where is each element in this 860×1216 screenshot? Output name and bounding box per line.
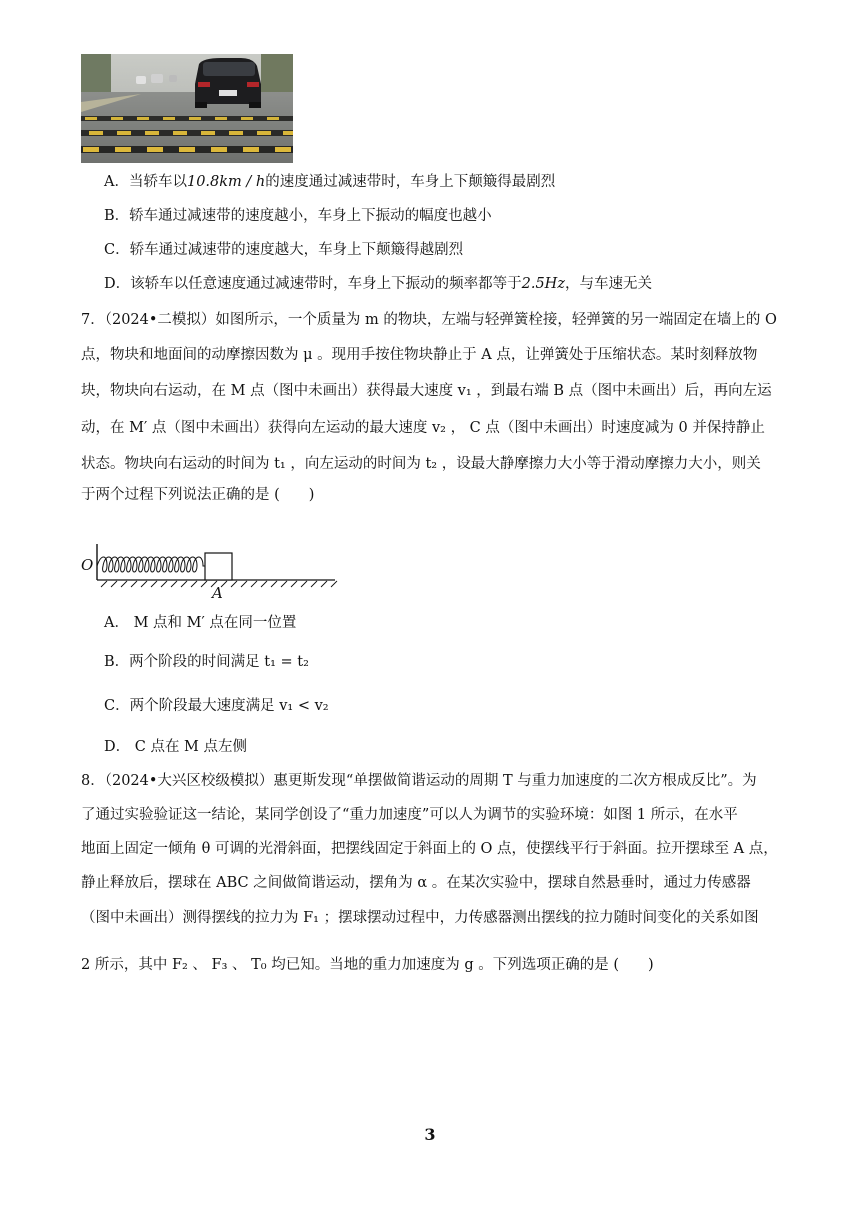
q8-line-4: 静止释放后，摆球在 ABC 之间做简谐运动，摆角为 α 。在某次实验中，摆球自然悬垂时，通过力传感器 [81, 875, 751, 891]
q7-line-3: 块，物块向右运动，在 M 点（图中未画出）获得最大速度 v₁ ，到最右端 B 点（图中未画出）后，再向左运 [81, 383, 772, 399]
q7-line-4: 动，在 M′ 点（图中未画出）获得向左运动的最大速度 v₂ ， C 点（图中未画出）时速度减为 0 并保持静止 [81, 420, 765, 436]
q6-option-a: A．当轿车以10.8km / h的速度通过减速带时，车身上下颠簸得最剧烈 [104, 174, 556, 190]
q6-option-d: D．该轿车以任意速度通过减速带时，车身上下振动的频率都等于2.5Hz，与车速无关 [104, 276, 652, 292]
page-number: 3 [424, 1125, 436, 1144]
q7-line-6: 于两个过程下列说法正确的是 ( ) [81, 487, 315, 503]
spring-block-diagram [81, 540, 341, 602]
spring-block-figure [81, 540, 341, 602]
q8-line-6: 2 所示，其中 F₂ 、 F₃ 、 T₀ 均已知。当地的重力加速度为 g 。下列选项正确的是 ( ) [81, 957, 654, 973]
q8-line-1: 8．（2024•大兴区校级模拟）惠更斯发现“单摆做简谐运动的周期 T 与重力加速度的二次方根成反比”。为 [81, 773, 757, 789]
q8-line-3: 地面上固定一倾角 θ 可调的光滑斜面，把摆线固定于斜面上的 O 点，使摆线平行于斜面。拉开摆球至 A 点， [81, 841, 778, 857]
photo-illustration [81, 54, 293, 163]
label-a: A [212, 584, 223, 602]
q7-line-2: 点，物块和地面间的动摩擦因数为 μ 。现用手按住物块静止于 A 点，让弹簧处于压缩状态。某时刻释放物 [81, 347, 758, 363]
q7-option-a: A． M 点和 M′ 点在同一位置 [104, 615, 297, 631]
q7-line-1: 7．（2024•二模拟）如图所示，一个质量为 m 的物块，左端与轻弹簧栓接，轻弹簧的另一端固定在墙上的 O [81, 312, 777, 328]
q7-line-5: 状态。物块向右运动的时间为 t₁ ，向左运动的时间为 t₂ ，设最大静摩擦力大小等于滑动摩擦力大小，则关 [81, 456, 761, 472]
q7-option-c: C．两个阶段最大速度满足 v₁ < v₂ [104, 698, 329, 714]
q7-option-b: B．两个阶段的时间满足 t₁ = t₂ [104, 654, 309, 670]
q6-option-b: B．轿车通过减速带的速度越小，车身上下振动的幅度也越小 [104, 208, 492, 224]
q7-option-d: D． C 点在 M 点左侧 [104, 739, 248, 755]
label-o: O [81, 556, 94, 574]
q6-option-c: C．轿车通过减速带的速度越大，车身上下颠簸得越剧烈 [104, 242, 464, 258]
q8-line-5: （图中未画出）测得摆线的拉力为 F₁ ；摆球摆动过程中，力传感器测出摆线的拉力随时间变化的关系如图 [81, 910, 759, 926]
car-speed-bump-photo [81, 54, 293, 163]
q8-line-2: 了通过实验验证这一结论，某同学创设了“重力加速度”可以人为调节的实验环境：如图 1 所示，在水平 [81, 807, 738, 823]
